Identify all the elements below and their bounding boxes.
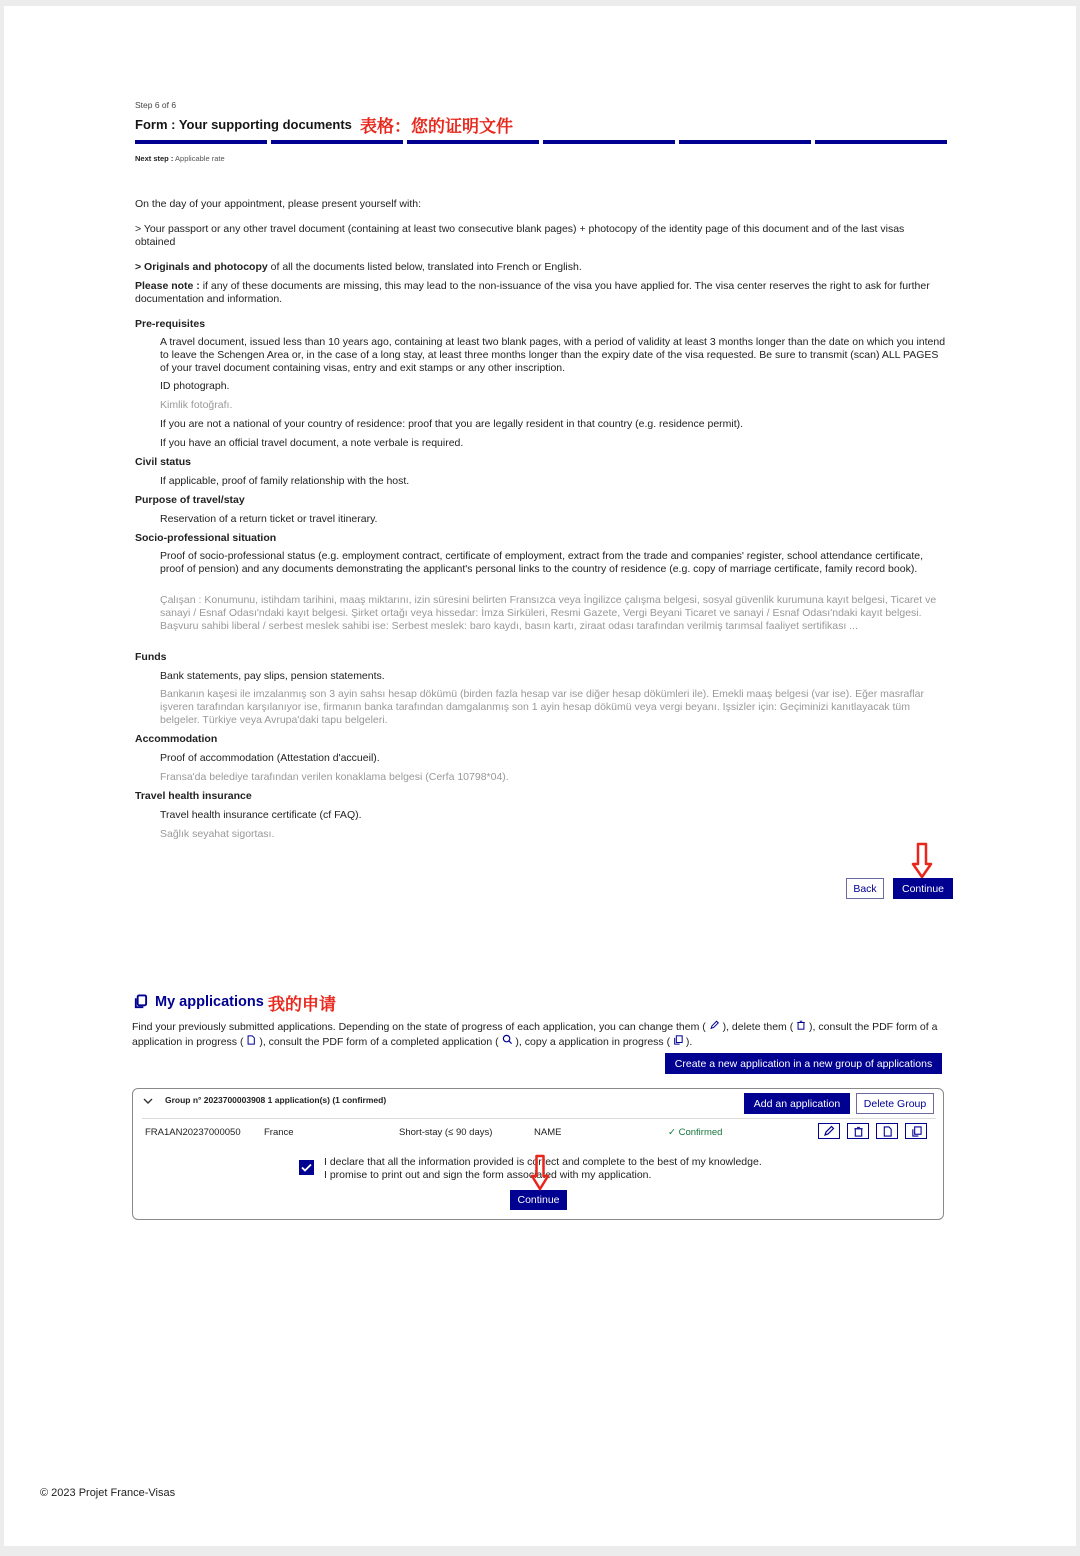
continue-button[interactable]: Continue [893,878,953,899]
chevron-down-icon[interactable] [143,1097,153,1105]
annotation-form-title: 表格：您的证明文件 [360,117,513,137]
back-button[interactable]: Back [846,878,884,899]
list-item: If you have an official travel document, a note verbale is required. [160,437,464,449]
submit-continue-button[interactable]: Continue [510,1190,567,1210]
progress-segment [543,140,675,144]
pencil-icon [823,1125,835,1137]
list-item: Reservation of a return ticket or travel itinerary. [160,513,378,525]
section-health-insurance: Travel health insurance [135,790,252,802]
section-funds: Funds [135,651,167,663]
declaration-checkbox[interactable] [299,1160,314,1175]
status-badge: ✓ Confirmed [668,1127,723,1138]
pencil-icon [709,1020,720,1030]
list-item-translation: Sağlık seyahat sigortası. [160,828,275,840]
edit-button[interactable] [818,1123,840,1139]
pdf-file-icon [882,1126,893,1137]
application-stay-type: Short-stay (≤ 90 days) [399,1127,493,1138]
section-accommodation: Accommodation [135,733,218,745]
progress-segment [407,140,539,144]
page [4,6,1076,1546]
list-item-translation: Bankanın kaşesi ile imzalanmış son 3 ayin sahsı hesap dökümü (birden fazla hesap var ise diğer hesap dökümleri ile). Emekli maaş belgesi (var ise). Eğer masraflar işveren tarafından karşılanıyor ise, firmanın banka tarafından damgalanmış son 1 ayin hesap dökümü veya vergi beyanı. Işsizler için: Geçiminizi kanıtlayacak tüm belgeler. Türkiye veya Avrupa'daki tapu belgeleri. [160,688,924,726]
check-icon [301,1163,312,1172]
section-socio-professional: Socio-professional situation [135,532,277,544]
progress-bar [135,140,947,144]
intro-text: On the day of your appointment, please present yourself with: [135,198,421,210]
list-item-translation: Kimlik fotoğrafı. [160,399,233,411]
next-step: Next step : Applicable rate [135,154,225,163]
application-name: NAME [534,1127,562,1138]
section-title-my-applications: My applications [155,994,264,1010]
section-purpose: Purpose of travel/stay [135,494,245,506]
section-civil-status: Civil status [135,456,192,468]
copy-icon [133,994,148,1009]
progress-segment [135,140,267,144]
list-item: Travel health insurance certificate (cf FAQ). [160,809,362,821]
pdf-file-icon [246,1035,256,1045]
check-icon: ✓ [668,1127,676,1138]
list-item: Proof of socio-professional status (e.g. employment contract, certificate of employment, extract from the trade and companies' register, school attendance certificate, proof of pension) and any documents demonstrating the applicant's personal links to the country of residence (e.g. copy of marriage certificate, family record book). [160,550,924,575]
step-indicator: Step 6 of 6 [135,100,177,110]
list-item: Proof of accommodation (Attestation d'accueil). [160,752,380,764]
trash-icon [796,1020,806,1030]
progress-segment [679,140,811,144]
passport-text: > Your passport or any other travel document (containing at least two consecutive blank pages) + photocopy of the identity page of this document and of the last visas obtained [135,223,905,248]
list-item: If applicable, proof of family relationship with the host. [160,475,410,487]
footer-copyright: © 2023 Projet France-Visas [40,1487,176,1499]
delete-button[interactable] [847,1123,869,1139]
list-item: If you are not a national of your country of residence: proof that you are legally resident in that country (e.g. residence permit). [160,418,744,430]
trash-icon [853,1126,864,1137]
list-item-translation: Çalışan : Konumunu, istihdam tarihini, maaş miktarını, izin süresini belirten Fransızca veya İngilizce çalışma belgesi, sosyal güvenlik kurumuna kayıt belgesi, Ticaret ve sanayi / Esnaf Odası'ndaki kayıt belgesi. Şirket ortağı veya hissedar: İmza Sirküleri, Resmi Gazete, Vergi Beyani Ticaret ve sanayi / Esnaf Odası'ndaki kayıt belgesi. Başvuru sahibi liberal / serbest meslek sahibi ise: Serbest meslek: baro kaydı, basın kartı, ziraat odası tarafından verilmiş tarımsal faaliyet sertifikası ... [160,594,937,632]
copy-icon [911,1126,922,1137]
progress-segment [815,140,947,144]
delete-group-button[interactable]: Delete Group [856,1093,934,1114]
list-item: ID photograph. [160,380,230,392]
list-item: A travel document, issued less than 10 years ago, containing at least two blank pages, with a period of validity at least 3 months longer than the date on which you intend to leave the Schengen Area or, in the case of a long stay, at least three months longer than the expiry date of the visa requested. Be sure to transmit (scan) ALL PAGES of your travel document containing visas, entry and exit stamps or any other inscription. [160,336,946,374]
create-new-application-button[interactable]: Create a new application in a new group of applications [665,1053,942,1074]
progress-segment [271,140,403,144]
copy-icon [673,1035,683,1045]
applications-description: Find your previously submitted applications. Depending on the state of progress of each application, you can change them ( ), delete them ( ), consult the PDF form of a application in progress ( ), consult the PDF form of a completed application ( ), copy a application in progress ( ). [132,1021,938,1048]
application-number: FRA1AN20237000050 [145,1127,241,1138]
originals-text: > Originals and photocopy of all the documents listed below, translated into French or English. [135,261,582,273]
annotation-arrow-icon [911,842,933,880]
copy-button[interactable] [905,1123,927,1139]
please-note-text: Please note : if any of these documents are missing, this may lead to the non-issuance of the visa you have applied for. The visa center reserves the right to ask for further documentation and information. [135,280,930,305]
group-title: Group n° 2023700003908 1 application(s) (1 confirmed) [165,1095,387,1105]
application-country: France [264,1127,294,1138]
search-icon [502,1034,513,1045]
add-application-button[interactable]: Add an application [744,1093,850,1114]
page-title: Form : Your supporting documents [135,117,352,132]
declaration-text: I declare that all the information provided is correct and complete to the best of my knowledge. I promise to print out and sign the form associated with my application. [324,1156,762,1181]
divider [142,1118,936,1119]
list-item: Bank statements, pay slips, pension statements. [160,670,385,682]
pdf-button[interactable] [876,1123,898,1139]
annotation-arrow-icon [530,1154,550,1192]
section-prerequisites: Pre-requisites [135,318,206,330]
list-item-translation: Fransa'da belediye tarafından verilen konaklama belgesi (Cerfa 10798*04). [160,771,509,783]
annotation-my-applications: 我的申请 [268,995,336,1015]
